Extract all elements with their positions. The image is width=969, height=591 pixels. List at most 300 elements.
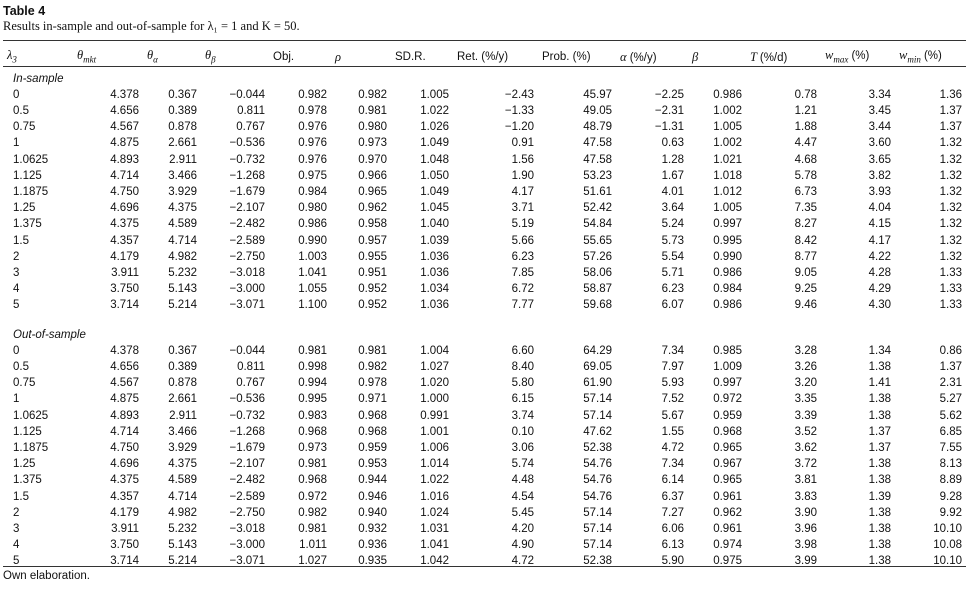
col-header-alpha: α (%/y) xyxy=(620,49,657,64)
table-cell: 1.005 xyxy=(713,202,742,215)
table-cell: 3.929 xyxy=(168,441,197,454)
table-cell: 5.24 xyxy=(661,218,684,231)
table-row xyxy=(3,135,966,151)
table-cell: 8.27 xyxy=(794,218,817,231)
table-cell: 1.041 xyxy=(298,266,327,279)
table-cell: 1.38 xyxy=(868,474,891,487)
table-cell: 3.06 xyxy=(511,441,534,454)
table-cell: 1.026 xyxy=(420,121,449,134)
table-cell: 4.982 xyxy=(168,506,197,519)
table-cell: 1.049 xyxy=(420,137,449,150)
row-label-cell: 0.75 xyxy=(13,121,36,134)
table-cell: −0.044 xyxy=(229,88,265,101)
table-cell: 1.011 xyxy=(299,539,327,552)
table-cell: 5.232 xyxy=(168,522,197,535)
table-cell: 10.10 xyxy=(933,522,962,535)
table-cell: 5.19 xyxy=(511,218,534,231)
table-row xyxy=(3,456,966,472)
table-cell: 1.024 xyxy=(420,506,449,519)
table-cell: 4.54 xyxy=(511,490,534,503)
col-header-ret: Ret. (%/y) xyxy=(457,51,509,64)
row-label-cell: 1.5 xyxy=(13,234,29,247)
table-cell: 3.83 xyxy=(794,490,817,503)
table-cell: 0.980 xyxy=(298,202,327,215)
table-cell: 52.38 xyxy=(583,555,612,568)
table-cell: 3.911 xyxy=(111,522,139,535)
table-cell: 0.986 xyxy=(713,266,742,279)
table-cell: 6.15 xyxy=(511,393,534,406)
table-cell: 1.002 xyxy=(713,104,742,117)
table-cell: 51.61 xyxy=(583,185,612,198)
table-cell: 0.389 xyxy=(168,104,197,117)
table-cell: 48.79 xyxy=(583,121,612,134)
table-cell: 0.962 xyxy=(713,506,742,519)
table-cell: 1.016 xyxy=(420,490,449,503)
top-rule xyxy=(3,40,966,41)
table-cell: −1.33 xyxy=(504,104,534,117)
table-cell: 1.56 xyxy=(511,153,534,166)
row-label-cell: 1.1875 xyxy=(13,441,49,454)
col-header-sdr: SD.R. xyxy=(395,51,426,64)
table-cell: 5.214 xyxy=(168,555,197,568)
table-cell: 4.589 xyxy=(168,218,197,231)
table-cell: 4.29 xyxy=(868,283,891,296)
table-cell: 45.97 xyxy=(583,88,612,101)
table-cell: 0.986 xyxy=(713,88,742,101)
table-cell: 0.946 xyxy=(358,490,387,503)
table-cell: 3.90 xyxy=(794,506,817,519)
table-cell: 6.07 xyxy=(661,299,684,312)
table-cell: 3.39 xyxy=(794,409,817,422)
table-row xyxy=(3,408,966,424)
results-table xyxy=(3,44,966,570)
table-cell: 1.002 xyxy=(713,137,742,150)
table-row xyxy=(3,265,966,281)
table-cell: 5.62 xyxy=(939,409,962,422)
table-cell: 0.990 xyxy=(298,234,327,247)
table-cell: 9.46 xyxy=(794,299,817,312)
table-cell: 0.983 xyxy=(298,409,327,422)
table-cell: 4.17 xyxy=(868,234,891,247)
table-cell: 54.76 xyxy=(583,490,612,503)
table-cell: 0.971 xyxy=(358,393,387,406)
table-cell: 0.978 xyxy=(298,104,327,117)
table-cell: 0.986 xyxy=(298,218,327,231)
table-cell: 3.750 xyxy=(110,283,139,296)
table-cell: 1.100 xyxy=(298,299,327,312)
table-cell: 0.936 xyxy=(358,539,387,552)
table-cell: 6.23 xyxy=(511,250,534,263)
table-cell: 0.982 xyxy=(298,88,327,101)
table-cell: 0.976 xyxy=(298,121,327,134)
table-cell: 6.73 xyxy=(794,185,817,198)
table-cell: 1.33 xyxy=(939,299,962,312)
table-cell: 3.44 xyxy=(868,121,891,134)
table-cell: 4.567 xyxy=(110,377,139,390)
table-cell: 4.30 xyxy=(868,299,891,312)
table-cell: 3.20 xyxy=(794,377,817,390)
table-cell: 0.986 xyxy=(713,299,742,312)
table-row xyxy=(3,152,966,168)
table-cell: 0.811 xyxy=(237,104,265,117)
table-cell: 0.767 xyxy=(236,121,265,134)
table-cell: 0.86 xyxy=(939,344,962,357)
table-cell: 1.38 xyxy=(868,393,891,406)
table-cell: 1.55 xyxy=(661,425,684,438)
table-cell: 9.05 xyxy=(794,266,817,279)
table-row xyxy=(3,281,966,297)
table-cell: −3.071 xyxy=(229,299,265,312)
section-title: In-sample xyxy=(13,72,64,85)
table-cell: 0.976 xyxy=(298,137,327,150)
table-cell: 0.981 xyxy=(358,104,387,117)
row-label-cell: 1.125 xyxy=(13,425,42,438)
table-cell: 0.998 xyxy=(298,360,327,373)
table-cell: 1.33 xyxy=(939,266,962,279)
table-cell: 7.34 xyxy=(661,344,684,357)
table-row xyxy=(3,200,966,216)
table-cell: 4.357 xyxy=(110,234,139,247)
table-cell: 0.980 xyxy=(358,121,387,134)
table-row xyxy=(3,184,966,200)
table-cell: 0.878 xyxy=(168,377,197,390)
table-body xyxy=(3,71,966,570)
table-cell: 0.932 xyxy=(358,522,387,535)
table-cell: 0.961 xyxy=(713,490,742,503)
table-cell: 9.25 xyxy=(794,283,817,296)
table-cell: 1.022 xyxy=(420,104,449,117)
row-label-cell: 1.1875 xyxy=(13,185,49,198)
table-cell: 4.750 xyxy=(110,185,139,198)
table-cell: 0.967 xyxy=(713,458,742,471)
table-row xyxy=(3,359,966,375)
table-cell: 4.696 xyxy=(110,458,139,471)
table-cell: 4.72 xyxy=(661,441,684,454)
table-cell: 0.981 xyxy=(298,458,327,471)
table-row xyxy=(3,168,966,184)
table-cell: 0.878 xyxy=(168,121,197,134)
table-cell: 4.875 xyxy=(110,137,139,150)
table-cell: 5.66 xyxy=(511,234,534,247)
table-cell: 0.997 xyxy=(713,218,742,231)
table-cell: 3.911 xyxy=(111,266,139,279)
col-header-beta: β xyxy=(692,50,699,65)
table-cell: 8.40 xyxy=(511,360,534,373)
table-cell: 1.014 xyxy=(420,458,449,471)
table-row xyxy=(3,521,966,537)
table-cell: 1.034 xyxy=(420,283,449,296)
table-cell: 4.893 xyxy=(110,409,139,422)
section-title: Out-of-sample xyxy=(13,328,86,341)
table-cell: 1.32 xyxy=(939,202,962,215)
table-cell: 0.767 xyxy=(236,377,265,390)
table-cell: 0.981 xyxy=(358,344,387,357)
table-cell: −2.589 xyxy=(229,234,265,247)
table-footnote: Own elaboration. xyxy=(3,570,90,582)
row-label-cell: 1 xyxy=(13,393,20,406)
table-cell: 1.36 xyxy=(939,88,962,101)
table-cell: 0.965 xyxy=(713,441,742,454)
table-cell: 1.88 xyxy=(794,121,817,134)
table-cell: −3.000 xyxy=(229,283,265,296)
col-header-prob: Prob. (%) xyxy=(542,51,591,64)
table-cell: 1.009 xyxy=(713,360,742,373)
table-cell: 8.42 xyxy=(794,234,817,247)
table-cell: 49.05 xyxy=(583,104,612,117)
table-cell: 0.811 xyxy=(237,360,265,373)
table-cell: 7.97 xyxy=(661,360,684,373)
table-cell: 1.050 xyxy=(420,169,449,182)
table-cell: 4.375 xyxy=(110,218,139,231)
row-label-cell: 4 xyxy=(13,539,20,552)
row-label-cell: 0.5 xyxy=(13,360,29,373)
table-cell: 2.661 xyxy=(168,393,197,406)
table-cell: 1.004 xyxy=(420,344,449,357)
table-cell: 53.23 xyxy=(583,169,612,182)
table-cell: 0.367 xyxy=(168,88,197,101)
table-cell: 3.26 xyxy=(794,360,817,373)
table-cell: 4.72 xyxy=(511,555,534,568)
table-cell: 6.13 xyxy=(661,539,684,552)
table-cell: 1.67 xyxy=(661,169,684,182)
table-cell: 4.15 xyxy=(868,218,891,231)
table-cell: 57.14 xyxy=(583,522,612,535)
table-cell: 1.027 xyxy=(420,360,449,373)
table-cell: 6.06 xyxy=(661,522,684,535)
table-cell: 1.37 xyxy=(939,121,962,134)
table-cell: 8.89 xyxy=(939,474,962,487)
table-row xyxy=(3,343,966,359)
table-cell: 0.985 xyxy=(713,344,742,357)
table-cell: −0.044 xyxy=(229,344,265,357)
table-cell: 5.143 xyxy=(168,283,197,296)
table-cell: 5.27 xyxy=(939,393,962,406)
table-cell: −2.750 xyxy=(229,506,265,519)
table-cell: 69.05 xyxy=(583,360,612,373)
table-row xyxy=(3,249,966,265)
table-cell: 4.567 xyxy=(110,121,139,134)
table-cell: 3.74 xyxy=(511,409,534,422)
table-cell: 1.38 xyxy=(868,555,891,568)
table-cell: 5.71 xyxy=(661,266,684,279)
table-cell: 3.64 xyxy=(661,202,684,215)
table-cell: 0.78 xyxy=(794,88,817,101)
table-cell: 0.978 xyxy=(358,377,387,390)
table-cell: 0.968 xyxy=(298,425,327,438)
table-cell: 0.367 xyxy=(168,344,197,357)
table-cell: 0.968 xyxy=(713,425,742,438)
row-label-cell: 1 xyxy=(13,137,20,150)
table-cell: −2.43 xyxy=(504,88,534,101)
table-cell: −1.20 xyxy=(504,121,534,134)
table-cell: 8.13 xyxy=(939,458,962,471)
table-cell: 0.995 xyxy=(713,234,742,247)
table-cell: 6.60 xyxy=(511,344,534,357)
col-header-rho: ρ xyxy=(335,50,341,65)
table-row xyxy=(3,505,966,521)
table-cell: 3.93 xyxy=(868,185,891,198)
table-cell: 1.32 xyxy=(939,234,962,247)
table-cell: 3.750 xyxy=(110,539,139,552)
table-cell: 1.031 xyxy=(420,522,449,535)
table-row xyxy=(3,440,966,456)
table-cell: 0.991 xyxy=(420,409,449,422)
table-cell: 3.99 xyxy=(794,555,817,568)
table-row xyxy=(3,216,966,232)
table-cell: 1.021 xyxy=(713,153,742,166)
row-label-cell: 1.5 xyxy=(13,490,29,503)
table-cell: 0.995 xyxy=(298,393,327,406)
table-cell: 5.74 xyxy=(511,458,534,471)
table-cell: 0.940 xyxy=(358,506,387,519)
table-cell: 3.62 xyxy=(794,441,817,454)
table-cell: 1.006 xyxy=(420,441,449,454)
row-label-cell: 2 xyxy=(13,506,20,519)
col-header-theta-mkt: $\theta_{mkt}$ xyxy=(77,48,97,65)
table-cell: 0.63 xyxy=(661,137,684,150)
table-cell: 58.87 xyxy=(583,283,612,296)
table-cell: 47.58 xyxy=(583,153,612,166)
table-cell: 0.972 xyxy=(298,490,327,503)
table-cell: 0.997 xyxy=(713,377,742,390)
table-cell: 57.14 xyxy=(583,409,612,422)
table-cell: 1.012 xyxy=(713,185,742,198)
table-cell: 1.005 xyxy=(420,88,449,101)
table-cell: 1.049 xyxy=(420,185,449,198)
table-cell: 4.714 xyxy=(168,234,197,247)
row-label-cell: 0 xyxy=(13,344,20,357)
col-header-theta-alpha: $\theta_\alpha$ xyxy=(147,48,158,65)
table-cell: 1.38 xyxy=(868,522,891,535)
table-cell: 54.76 xyxy=(583,474,612,487)
table-cell: 57.14 xyxy=(583,393,612,406)
table-cell: 0.935 xyxy=(358,555,387,568)
table-cell: 0.968 xyxy=(358,425,387,438)
row-label-cell: 2 xyxy=(13,250,20,263)
table-cell: 57.14 xyxy=(583,506,612,519)
table-cell: 4.714 xyxy=(110,169,139,182)
table-cell: 1.38 xyxy=(868,458,891,471)
table-cell: 4.17 xyxy=(511,185,534,198)
col-header-obj: Obj. xyxy=(273,51,295,64)
section-heading-row xyxy=(3,71,966,87)
table-cell: 1.036 xyxy=(420,250,449,263)
table-cell: 1.005 xyxy=(713,121,742,134)
col-header-wmin: $w_{min}$ (%) xyxy=(899,48,942,65)
col-header-theta-beta: $\theta_\beta$ xyxy=(205,48,216,65)
table-cell: 4.22 xyxy=(868,250,891,263)
table-cell: 0.994 xyxy=(298,377,327,390)
table-cell: 0.944 xyxy=(358,474,387,487)
table-cell: −1.31 xyxy=(654,121,684,134)
table-label: Table 4 xyxy=(3,4,46,18)
table-cell: −0.732 xyxy=(229,409,265,422)
table-cell: 5.73 xyxy=(661,234,684,247)
table-cell: 4.378 xyxy=(110,344,139,357)
table-cell: 4.48 xyxy=(511,474,534,487)
table-cell: 4.589 xyxy=(168,474,197,487)
table-cell: 3.82 xyxy=(868,169,891,182)
row-label-cell: 3 xyxy=(13,266,20,279)
table-cell: 4.179 xyxy=(110,506,139,519)
table-cell: 2.661 xyxy=(168,137,197,150)
table-cell: 4.28 xyxy=(868,266,891,279)
table-cell: 0.951 xyxy=(358,266,387,279)
row-label-cell: 1.25 xyxy=(13,202,36,215)
table-cell: 1.33 xyxy=(939,283,962,296)
table-row xyxy=(3,103,966,119)
table-cell: −0.536 xyxy=(229,137,265,150)
table-cell: 4.714 xyxy=(168,490,197,503)
table-title: Results in-sample and out-of-sample for λ₁ = 1 and K = 50. xyxy=(3,19,300,33)
table-cell: 57.26 xyxy=(583,250,612,263)
table-cell: 3.714 xyxy=(110,299,139,312)
table-cell: 0.91 xyxy=(511,137,534,150)
table-cell: 47.58 xyxy=(583,137,612,150)
col-header-turnover: T (%/d) xyxy=(750,49,788,64)
table-cell: 4.893 xyxy=(110,153,139,166)
table-cell: 3.466 xyxy=(168,169,197,182)
table-cell: 1.21 xyxy=(794,104,817,117)
table-cell: 54.76 xyxy=(583,458,612,471)
table-cell: 3.98 xyxy=(794,539,817,552)
table-cell: 1.38 xyxy=(868,409,891,422)
table-cell: 3.45 xyxy=(868,104,891,117)
table-cell: 0.975 xyxy=(713,555,742,568)
table-cell: 7.52 xyxy=(661,393,684,406)
table-cell: 1.32 xyxy=(939,218,962,231)
table-row xyxy=(3,424,966,440)
table-cell: 2.31 xyxy=(939,377,962,390)
table-cell: 54.84 xyxy=(583,218,612,231)
table-row xyxy=(3,119,966,135)
table-cell: 4.357 xyxy=(110,490,139,503)
table-cell: 7.77 xyxy=(511,299,534,312)
table-row xyxy=(3,472,966,488)
table-cell: 61.90 xyxy=(583,377,612,390)
row-label-cell: 1.375 xyxy=(13,474,42,487)
table-cell: 3.65 xyxy=(868,153,891,166)
table-cell: 0.973 xyxy=(298,441,327,454)
row-label-cell: 3 xyxy=(13,522,20,535)
table-cell: 3.81 xyxy=(794,474,817,487)
header-row xyxy=(3,44,966,71)
table-cell: 57.14 xyxy=(583,539,612,552)
table-cell: 5.67 xyxy=(661,409,684,422)
table-cell: 4.378 xyxy=(110,88,139,101)
table-cell: 0.976 xyxy=(298,153,327,166)
table-cell: 0.973 xyxy=(358,137,387,150)
table-cell: 2.911 xyxy=(169,409,197,422)
table-cell: −2.107 xyxy=(229,458,265,471)
table-row xyxy=(3,233,966,249)
table-cell: 1.027 xyxy=(298,555,327,568)
row-label-cell: 5 xyxy=(13,555,20,568)
table-cell: −2.25 xyxy=(654,88,684,101)
table-cell: −2.31 xyxy=(654,104,684,117)
table-cell: 4.90 xyxy=(511,539,534,552)
row-label-cell: 1.125 xyxy=(13,169,42,182)
table-cell: 9.92 xyxy=(939,506,962,519)
table-cell: 7.85 xyxy=(511,266,534,279)
table-cell: 0.958 xyxy=(358,218,387,231)
table-cell: 0.965 xyxy=(713,474,742,487)
table-cell: −2.107 xyxy=(229,202,265,215)
table-cell: −3.071 xyxy=(229,555,265,568)
table-cell: 4.750 xyxy=(110,441,139,454)
table-cell: 0.957 xyxy=(358,234,387,247)
row-label-cell: 1.0625 xyxy=(13,153,49,166)
